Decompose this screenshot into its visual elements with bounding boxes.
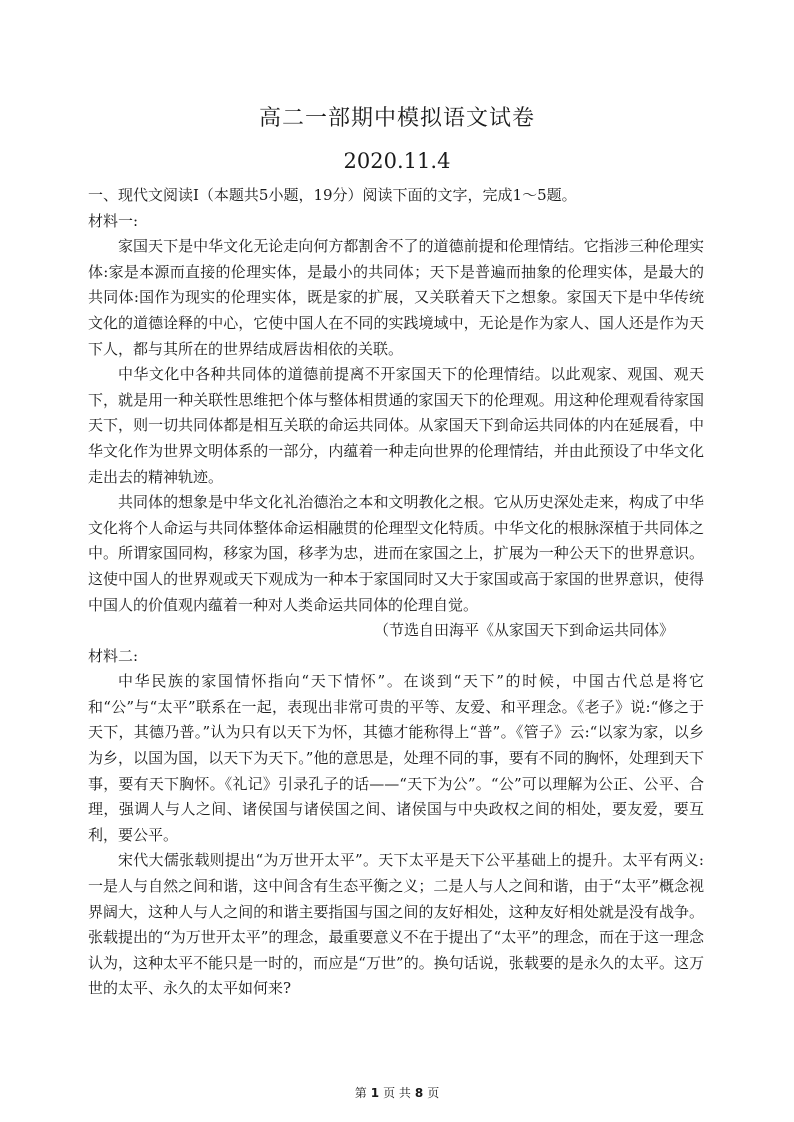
reading-passage xyxy=(88,183,704,1002)
page-title: 高二一部期中模拟语文试卷 xyxy=(258,106,535,131)
source-citation: （节选自田海平《从家国天下到命运共同体》 xyxy=(373,621,674,640)
page-total: 8 xyxy=(414,1086,424,1100)
paragraph: 宋代大儒张载则提出“为万世开太平”。天下太平是天下公平基础上的提升。太平有两义:一是人与自然之间和谐，这中间含有生态平衡之义；二是人与人之间和谐，由于“太平”概念视界阔大，这种人与人之间的和谐主要指国与国之间的友好相处，这种友好相处就是没有战争。张载提出的“为万世开太平”的理念，最重要意义不在于提出了“太平”的理念，而在于这一理念认为，这种太平不能只是一时的，而应是“万世”的。换句话说，张载要的是永久的太平。这万世的太平、永久的太平如何来? xyxy=(88,851,704,998)
page-footer xyxy=(0,1085,794,1101)
footer-suffix: 页 xyxy=(427,1086,440,1100)
paragraph: 中华文化中各种共同体的道德前提离不开家国天下的伦理情结。以此观家、观国、观天下，就是用一种关联性思维把个体与整体相贯通的家国天下的伦理观。用这种伦理观看待家国天下，则一切共同体都是相互关联的命运共同体。从家国天下到命运共同体的内在延展看，中华文化作为世界文明体系的一部分，内蕴着一种走向世界的伦理情结，并由此预设了中华文化走出去的精神轨迹。 xyxy=(88,365,704,486)
paragraph: 共同体的想象是中华文化礼治德治之本和文明教化之根。它从历史深处走来，构成了中华文化将个人命运与共同体整体命运相融贯的伦理型文化特质。中华文化的根脉深植于共同体之中。所谓家国同构，移家为国，移孝为忠，进而在家国之上，扩展为一种公天下的世界意识。这使中国人的世界观或天下观成为一种本于家国同时又大于家国或高于家国的世界意识，使得中国人的价值观内蕴着一种对人类命运共同体的伦理自觉。 xyxy=(88,493,704,614)
material-label-1: 材料一: xyxy=(88,211,139,230)
page-number: 1 xyxy=(370,1086,380,1100)
material-label-2: 材料二: xyxy=(88,646,139,665)
footer-middle: 页 共 xyxy=(383,1086,411,1100)
footer-prefix: 第 xyxy=(354,1086,367,1100)
section-heading: 一、现代文阅读Ⅰ（本题共5小题，19分）阅读下面的文字，完成1～5题。 xyxy=(88,186,577,204)
exam-date: 2020.11.4 xyxy=(343,149,451,173)
paragraph: 中华民族的家国情怀指向“天下情怀”。在谈到“天下”的时候，中国古代总是将它和“公”与“太平”联系在一起，表现出非常可贵的平等、友爱、和平理念。《老子》说:“修之于天下，其德乃普。”认为只有以天下为怀，其德才能称得上“普”。《管子》云:“以家为家，以乡为乡，以国为国，以天下为天下。”他的意思是，处理不同的事，要有不同的胸怀，处理到天下事，要有天下胸怀。《礼记》引录孔子的话——“天下为公”。“公”可以理解为公正、公平、合理，强调人与人之间、诸侯国与诸侯国之间、诸侯国与中央政权之间的相处，要友爱，要互利，要公平。 xyxy=(88,672,704,844)
paragraph: 家国天下是中华文化无论走向何方都割舍不了的道德前提和伦理情结。它指涉三种伦理实体:家是本源而直接的伦理实体，是最小的共同体；天下是普遍而抽象的伦理实体，是最大的共同体:国作为现实的伦理实体，既是家的扩展，又关联着天下之想象。家国天下是中华传统文化的道德诠释的中心，它使中国人在不同的实践境域中，无论是作为家人、国人还是作为天下人，都与其所在的世界结成唇齿相依的关联。 xyxy=(88,237,704,358)
